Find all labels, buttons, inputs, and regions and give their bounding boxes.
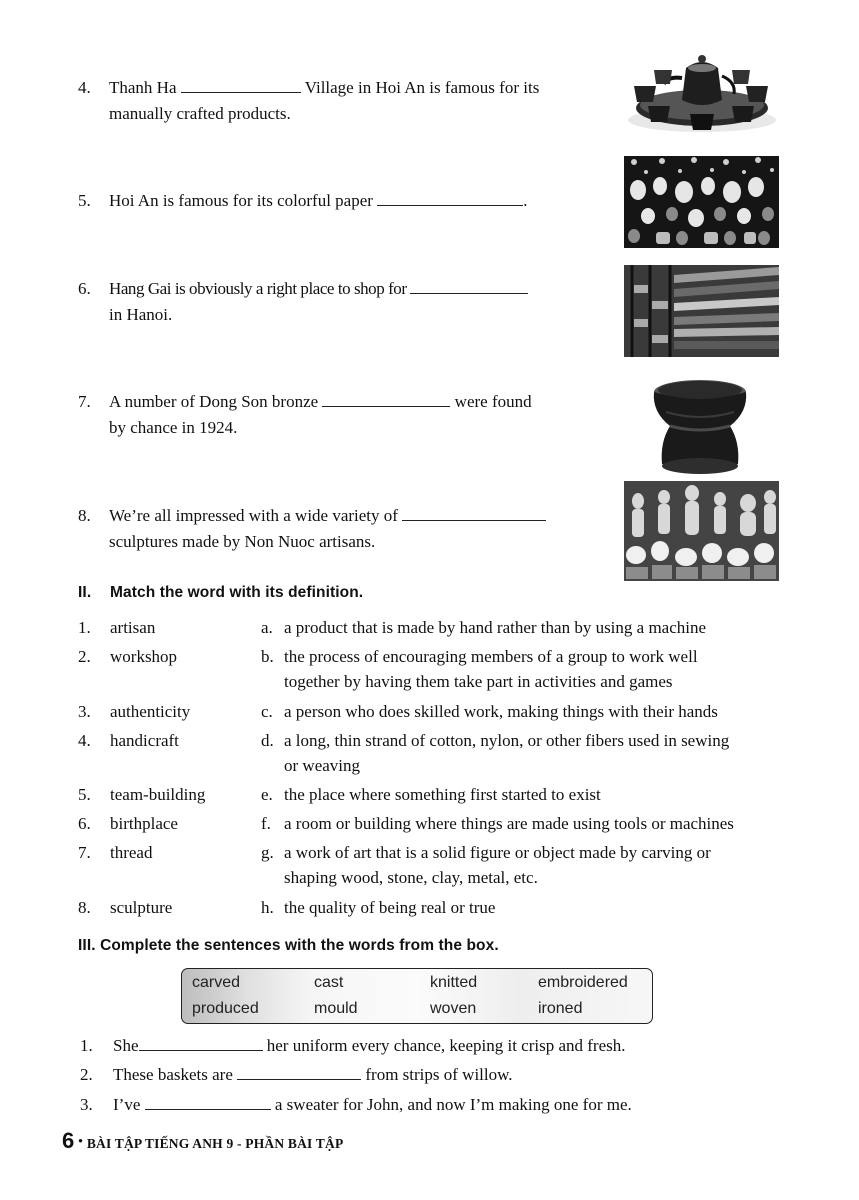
definition-text: a long, thin strand of cotton, nylon, or other fibers used in sewing — [284, 731, 730, 750]
question-text: We’re all impressed with a wide variety of — [109, 506, 403, 525]
word-box — [181, 968, 653, 1024]
question-5 — [78, 188, 590, 214]
sentence-3 — [80, 1092, 720, 1118]
answer-blank[interactable] — [402, 506, 546, 521]
sentence-text: I’ve — [113, 1095, 145, 1114]
question-text: sculptures made by Non Nuoc artisans. — [109, 532, 376, 551]
silk-fabric-icon — [624, 265, 779, 357]
definition-letter: f. — [261, 814, 271, 833]
answer-blank[interactable] — [237, 1065, 361, 1080]
question-number: 4. — [78, 78, 91, 97]
sentence-1 — [80, 1033, 720, 1059]
match-word: thread — [110, 843, 153, 862]
word-number: 7. — [78, 843, 91, 862]
tea-set-icon — [624, 48, 779, 136]
footer-bullet: • — [78, 1133, 83, 1148]
section-2-heading — [78, 584, 363, 602]
match-word: birthplace — [110, 814, 178, 833]
match-word: artisan — [110, 618, 156, 637]
answer-blank[interactable] — [377, 191, 523, 206]
question-text: A number of Dong Son bronze — [109, 392, 323, 411]
word-box-item: carved — [192, 974, 241, 991]
page-footer — [62, 1128, 343, 1154]
sentence-number: 3. — [80, 1095, 93, 1114]
answer-blank[interactable] — [322, 392, 450, 407]
question-text: Thanh Ha — [109, 78, 181, 97]
word-number: 8. — [78, 898, 91, 917]
sentence-text: She — [113, 1036, 139, 1055]
definition-text: the place where something first started to exist — [284, 785, 601, 804]
definition-text: the process of encouraging members of a group to work well — [284, 647, 698, 666]
sentence-2 — [80, 1062, 720, 1088]
question-text: Hoi An is famous for its colorful paper — [109, 191, 378, 210]
question-text: Hang Gai is obviously a right place to shop for — [109, 279, 411, 298]
question-text: were found — [450, 392, 532, 411]
word-number: 4. — [78, 731, 91, 750]
definition-text: shaping wood, stone, clay, metal, etc. — [284, 868, 538, 887]
word-box-item: ironed — [538, 1000, 583, 1017]
sentence-text: These baskets are — [113, 1065, 238, 1084]
sentence-text: her uniform every chance, keeping it crisp and fresh. — [262, 1036, 626, 1055]
bronze-drum-icon — [640, 372, 760, 482]
definition-text: the quality of being real or true — [284, 898, 496, 917]
word-box-item: produced — [192, 1000, 259, 1017]
definition-text: a product that is made by hand rather than by using a machine — [284, 618, 707, 637]
definition-text: a person who does skilled work, making things with their hands — [284, 702, 718, 721]
question-6 — [78, 276, 590, 328]
word-number: 6. — [78, 814, 91, 833]
question-number: 5. — [78, 191, 91, 210]
match-word: sculpture — [110, 898, 173, 917]
definition-text: or weaving — [284, 756, 361, 775]
definition-letter: b. — [261, 647, 274, 666]
word-number: 3. — [78, 702, 91, 721]
word-box-item: woven — [430, 1000, 477, 1017]
match-word: team-building — [110, 785, 206, 804]
word-number: 5. — [78, 785, 91, 804]
question-4 — [78, 75, 590, 127]
word-number: 2. — [78, 647, 91, 666]
question-text: manually crafted products. — [109, 104, 291, 123]
match-word: handicraft — [110, 731, 179, 750]
sentence-text: a sweater for John, and now I’m making one for me. — [270, 1095, 632, 1114]
match-word: workshop — [110, 647, 178, 666]
definition-letter: h. — [261, 898, 274, 917]
sentence-number: 1. — [80, 1036, 93, 1055]
definition-letter: d. — [261, 731, 274, 750]
section-title: Match the word with its definition. — [110, 584, 364, 601]
answer-blank[interactable] — [410, 279, 528, 294]
section-3-heading — [78, 937, 499, 955]
question-text: in Hanoi. — [109, 305, 173, 324]
definition-text: a work of art that is a solid figure or object made by carving or — [284, 843, 711, 862]
book-title: BÀI TẬP TIẾNG ANH 9 - PHẦN BÀI TẬP — [86, 1136, 344, 1151]
question-number: 7. — [78, 392, 91, 411]
definition-letter: g. — [261, 843, 274, 862]
word-box-item: mould — [314, 1000, 358, 1017]
definition-letter: c. — [261, 702, 273, 721]
stone-sculptures-icon — [624, 481, 779, 581]
word-box-item: embroidered — [538, 974, 628, 991]
question-text: . — [523, 191, 528, 210]
definition-text: a room or building where things are made using tools or machines — [284, 814, 734, 833]
word-number: 1. — [78, 618, 91, 637]
definition-text: together by having them take part in activities and games — [284, 672, 673, 691]
question-8 — [78, 503, 590, 555]
sentence-text: from strips of willow. — [361, 1065, 513, 1084]
section-number: II. — [78, 584, 92, 601]
question-text: by chance in 1924. — [109, 418, 238, 437]
answer-blank[interactable] — [139, 1036, 263, 1051]
question-text: Village in Hoi An is famous for its — [300, 78, 540, 97]
question-7 — [78, 389, 590, 441]
question-number: 6. — [78, 279, 91, 298]
word-box-item: knitted — [430, 974, 478, 991]
word-box-item: cast — [314, 974, 344, 991]
section-title: Complete the sentences with the words from the box. — [100, 937, 499, 954]
answer-blank[interactable] — [145, 1095, 271, 1110]
lanterns-icon — [624, 156, 779, 248]
match-word: authenticity — [110, 702, 191, 721]
section-number: III. — [78, 937, 96, 954]
sentence-number: 2. — [80, 1065, 93, 1084]
definition-letter: a. — [261, 618, 273, 637]
question-number: 8. — [78, 506, 91, 525]
page-number: 6 — [62, 1128, 75, 1153]
definition-letter: e. — [261, 785, 273, 804]
answer-blank[interactable] — [181, 78, 301, 93]
